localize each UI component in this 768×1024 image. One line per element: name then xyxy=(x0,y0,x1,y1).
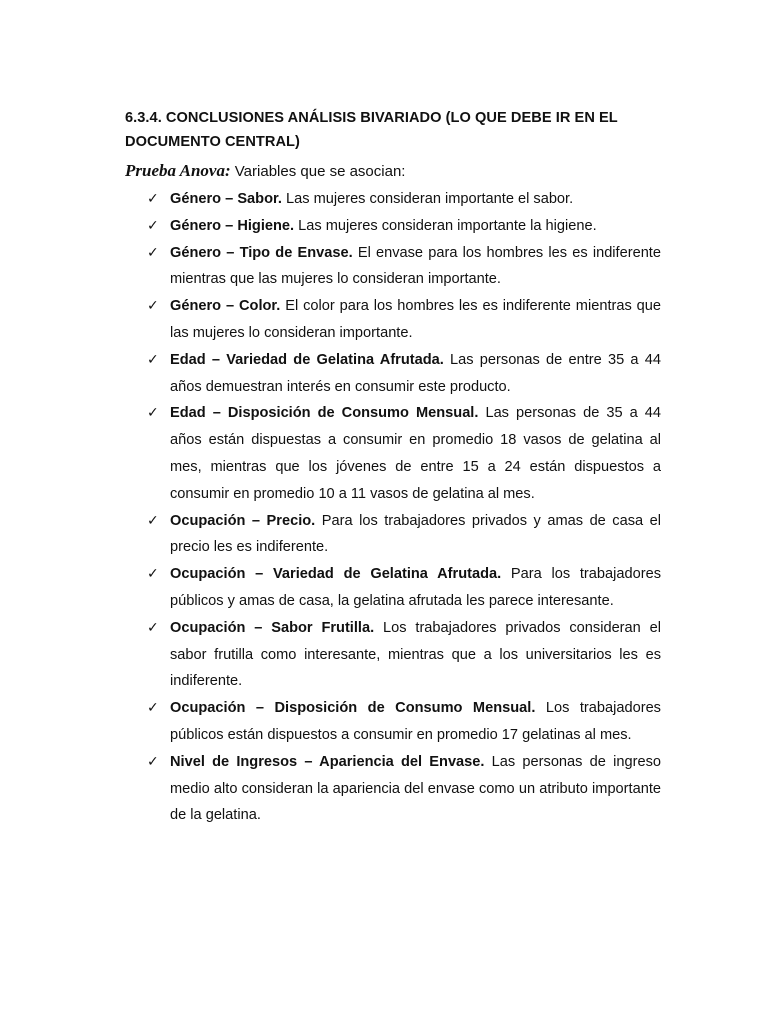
item-text: Las personas de 35 a 44 años están dispuestas a consumir en promedio 18 vasos de gelatina al mes, mientras que los jóvenes de entre 15 a 24 están dispuestos a consumir en promedio 10 a 11 vasos de gelatina al mes. xyxy=(170,405,661,502)
document-page xyxy=(125,106,661,829)
item-title: Nivel de Ingresos – Apariencia del Envase. xyxy=(170,753,485,770)
item-title: Ocupación – Precio. xyxy=(170,512,316,529)
item-text: Los trabajadores privados consideran el sabor frutilla como interesante, mientras que a los universitarios les es indiferente. xyxy=(170,619,661,690)
item-text: Los trabajadores públicos están dispuestos a consumir en promedio 17 gelatinas al mes. xyxy=(170,700,661,743)
item-title: Ocupación – Sabor Frutilla. xyxy=(170,619,375,636)
checkmark-icon: ✓ xyxy=(147,512,159,529)
list-item xyxy=(125,186,661,213)
item-title: Edad – Disposición de Consumo Mensual. xyxy=(170,405,479,422)
item-title: Ocupación – Variedad de Gelatina Afrutada. xyxy=(170,566,502,583)
item-title: Género – Color. xyxy=(170,298,281,315)
intro-lead: Prueba Anova: xyxy=(125,161,231,180)
checkmark-icon: ✓ xyxy=(147,566,159,583)
list-item xyxy=(125,240,661,294)
checkmark-icon: ✓ xyxy=(147,619,159,636)
list-item xyxy=(125,749,661,829)
section-heading: 6.3.4. CONCLUSIONES ANÁLISIS BIVARIADO (LO QUE DEBE IR EN EL DOCUMENTO CENTRAL) xyxy=(125,110,618,150)
item-text: Las personas de entre 35 a 44 años demuestran interés en consumir este producto. xyxy=(170,351,661,395)
item-title: Género – Sabor. xyxy=(170,191,282,207)
item-text: El envase para los hombres les es indiferente mientras que las mujeres lo consideran importante. xyxy=(170,244,661,288)
list-item xyxy=(125,213,661,240)
item-text: Las mujeres consideran importante la higiene. xyxy=(294,217,597,234)
item-text: Las mujeres consideran importante el sabor. xyxy=(281,191,574,207)
list-item xyxy=(125,508,661,562)
item-text: Para los trabajadores privados y amas de casa el precio les es indiferente. xyxy=(170,512,662,556)
checkmark-icon: ✓ xyxy=(147,191,159,207)
item-title: Género – Tipo de Envase. xyxy=(170,244,353,261)
item-text: Para los trabajadores públicos y amas de casa, la gelatina afrutada les parece interesante. xyxy=(170,566,661,609)
conclusions-list xyxy=(125,186,661,829)
checkmark-icon: ✓ xyxy=(147,298,159,315)
checkmark-icon: ✓ xyxy=(147,217,159,234)
list-item xyxy=(125,615,661,695)
checkmark-icon: ✓ xyxy=(147,405,159,422)
item-title: Edad – Variedad de Gelatina Afrutada. xyxy=(170,351,444,368)
checkmark-icon: ✓ xyxy=(147,244,159,261)
checkmark-icon: ✓ xyxy=(147,753,159,770)
list-item xyxy=(125,400,661,507)
item-text: El color para los hombres les es indiferente mientras que las mujeres lo consideran importante. xyxy=(170,298,662,341)
item-text: Las personas de ingreso medio alto consideran la apariencia del envase como un atributo importante de la gelatina. xyxy=(170,753,661,824)
list-item xyxy=(125,293,661,347)
intro-text: Variables que se asocian: xyxy=(230,163,406,180)
item-title: Género – Higiene. xyxy=(170,217,295,234)
item-title: Ocupación – Disposición de Consumo Mensual. xyxy=(170,700,536,717)
list-item xyxy=(125,561,661,615)
checkmark-icon: ✓ xyxy=(147,700,159,717)
list-item xyxy=(125,347,661,401)
list-item xyxy=(125,695,661,749)
intro-line xyxy=(125,159,661,184)
checkmark-icon: ✓ xyxy=(147,351,159,368)
